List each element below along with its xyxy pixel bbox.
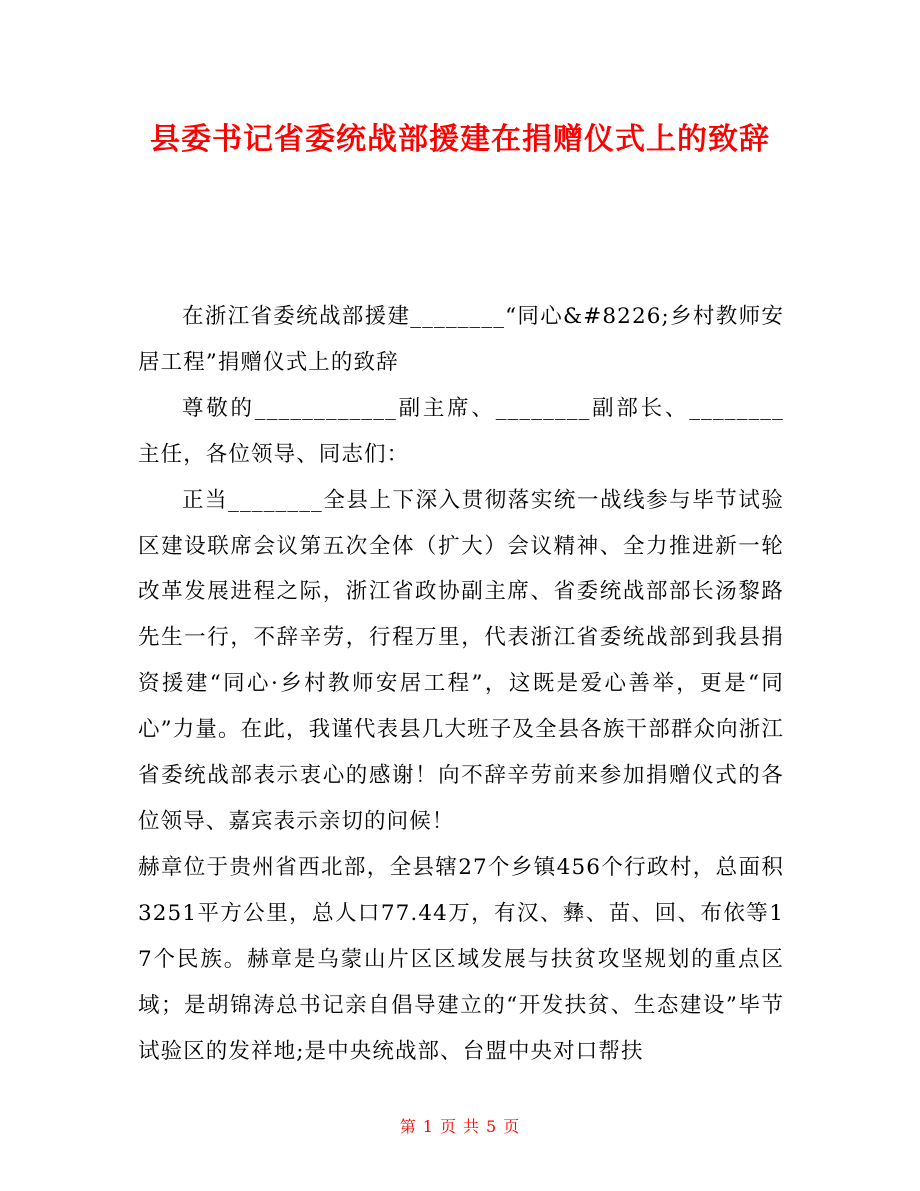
paragraph-salutation: 尊敬的____________副主席、________副部长、________主任，各位领导、同志们： xyxy=(138,395,784,467)
paragraph-opening: 正当________全县上下深入贯彻落实统一战线参与毕节试验区建设联席会议第五次全体（扩大）会议精神、全力推进新一轮改革发展进程之际，浙江省政协副主席、省委统战部部长汤黎路先生一行，不辞辛劳，行程万里，代表浙江省委统战部到我县捐资援建“同心·乡村教师安居工程”，这既是爱心善举，更是“同心”力量。在此，我谨代表县几大班子及全县各族干部群众向浙江省委统战部表示衷心的感谢！向不辞辛劳前来参加捐赠仪式的各位领导、嘉宾表示亲切的问候！ xyxy=(138,487,784,834)
page-footer xyxy=(0,1114,920,1137)
paragraph-county-intro: 赫章位于贵州省西北部，全县辖27个乡镇456个行政村，总面积3251平方公里，总人口77.44万，有汉、彝、苗、回、布依等17个民族。赫章是乌蒙山片区区域发展与扶贫攻坚规划的重点区域；是胡锦涛总书记亲自倡导建立的“开发扶贫、生态建设”毕节试验区的发祥地;是中央统战部、台盟中央对口帮扶 xyxy=(138,854,784,1064)
footer-page-number: 1 xyxy=(422,1117,434,1136)
footer-middle: 页 共 xyxy=(439,1117,481,1136)
footer-total-pages: 5 xyxy=(486,1117,498,1136)
footer-suffix: 页 xyxy=(503,1117,521,1136)
paragraph-heading: 在浙江省委统战部援建________“同心&#8226;乡村教师安居工程”捐赠仪式上的致辞 xyxy=(138,304,784,375)
footer-prefix: 第 xyxy=(399,1117,417,1136)
document-title: 县委书记省委统战部援建在捐赠仪式上的致辞 xyxy=(150,122,770,157)
document-body xyxy=(138,294,784,1074)
